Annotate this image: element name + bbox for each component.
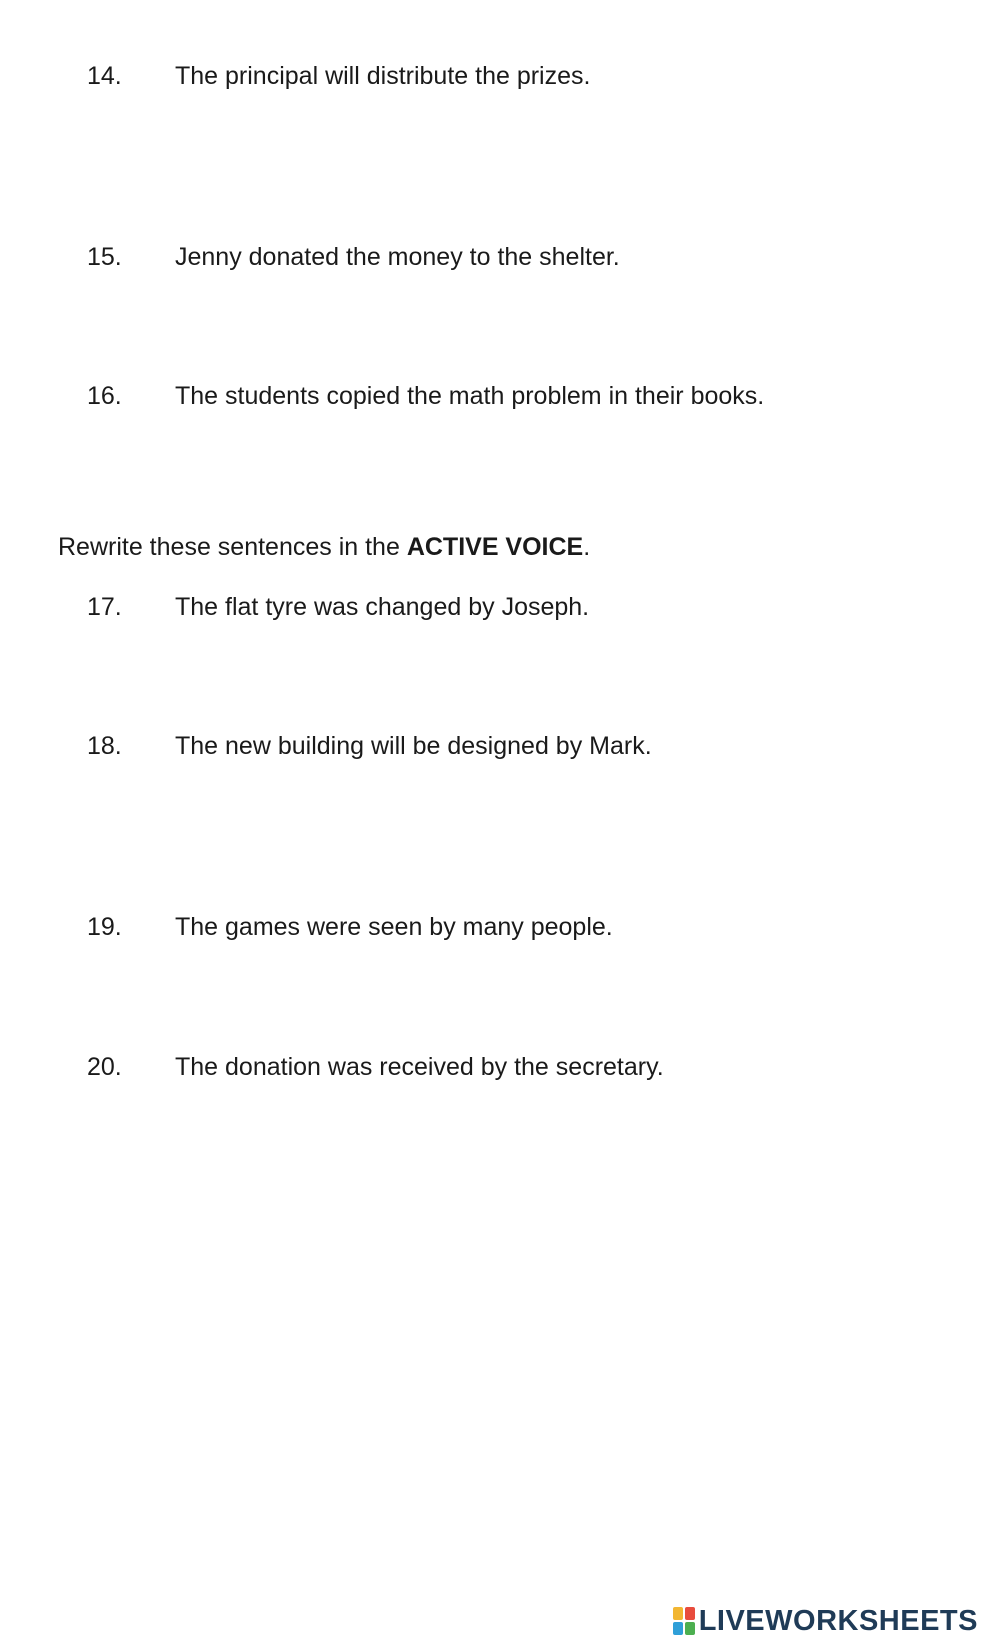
question-item-15 (0, 237, 1000, 277)
question-item-18 (0, 726, 1000, 766)
question-item-17 (0, 587, 1000, 627)
question-item-20 (0, 1047, 1000, 1087)
question-number: 20. (87, 1053, 122, 1081)
question-sentence: Jenny donated the money to the shelter. (175, 243, 620, 271)
question-number: 19. (87, 913, 122, 941)
instruction-emphasis: ACTIVE VOICE (406, 533, 584, 561)
question-sentence: The flat tyre was changed by Joseph. (175, 593, 590, 621)
question-item-19 (0, 907, 1000, 947)
question-item-14 (0, 56, 1000, 96)
question-number: 16. (87, 382, 122, 410)
liveworksheets-brand (673, 1603, 978, 1639)
question-sentence: The students copied the math problem in their books. (175, 382, 765, 410)
question-number: 14. (87, 62, 122, 90)
question-sentence: The games were seen by many people. (175, 913, 613, 941)
question-sentence: The donation was received by the secretary. (175, 1053, 664, 1081)
question-sentence: The principal will distribute the prizes. (175, 62, 591, 90)
brand-name: LIVEWORKSHEETS (698, 1605, 978, 1637)
question-item-16 (0, 376, 1000, 416)
question-number: 18. (87, 732, 122, 760)
question-sentence: The new building will be designed by Mark. (175, 732, 652, 760)
question-number: 15. (87, 243, 122, 271)
question-number: 17. (87, 593, 122, 621)
instruction-suffix: . (583, 533, 591, 561)
section-instruction (58, 527, 590, 567)
instruction-prefix: Rewrite these sentences in the (58, 533, 407, 561)
liveworksheets-logo-icon (673, 1607, 695, 1635)
